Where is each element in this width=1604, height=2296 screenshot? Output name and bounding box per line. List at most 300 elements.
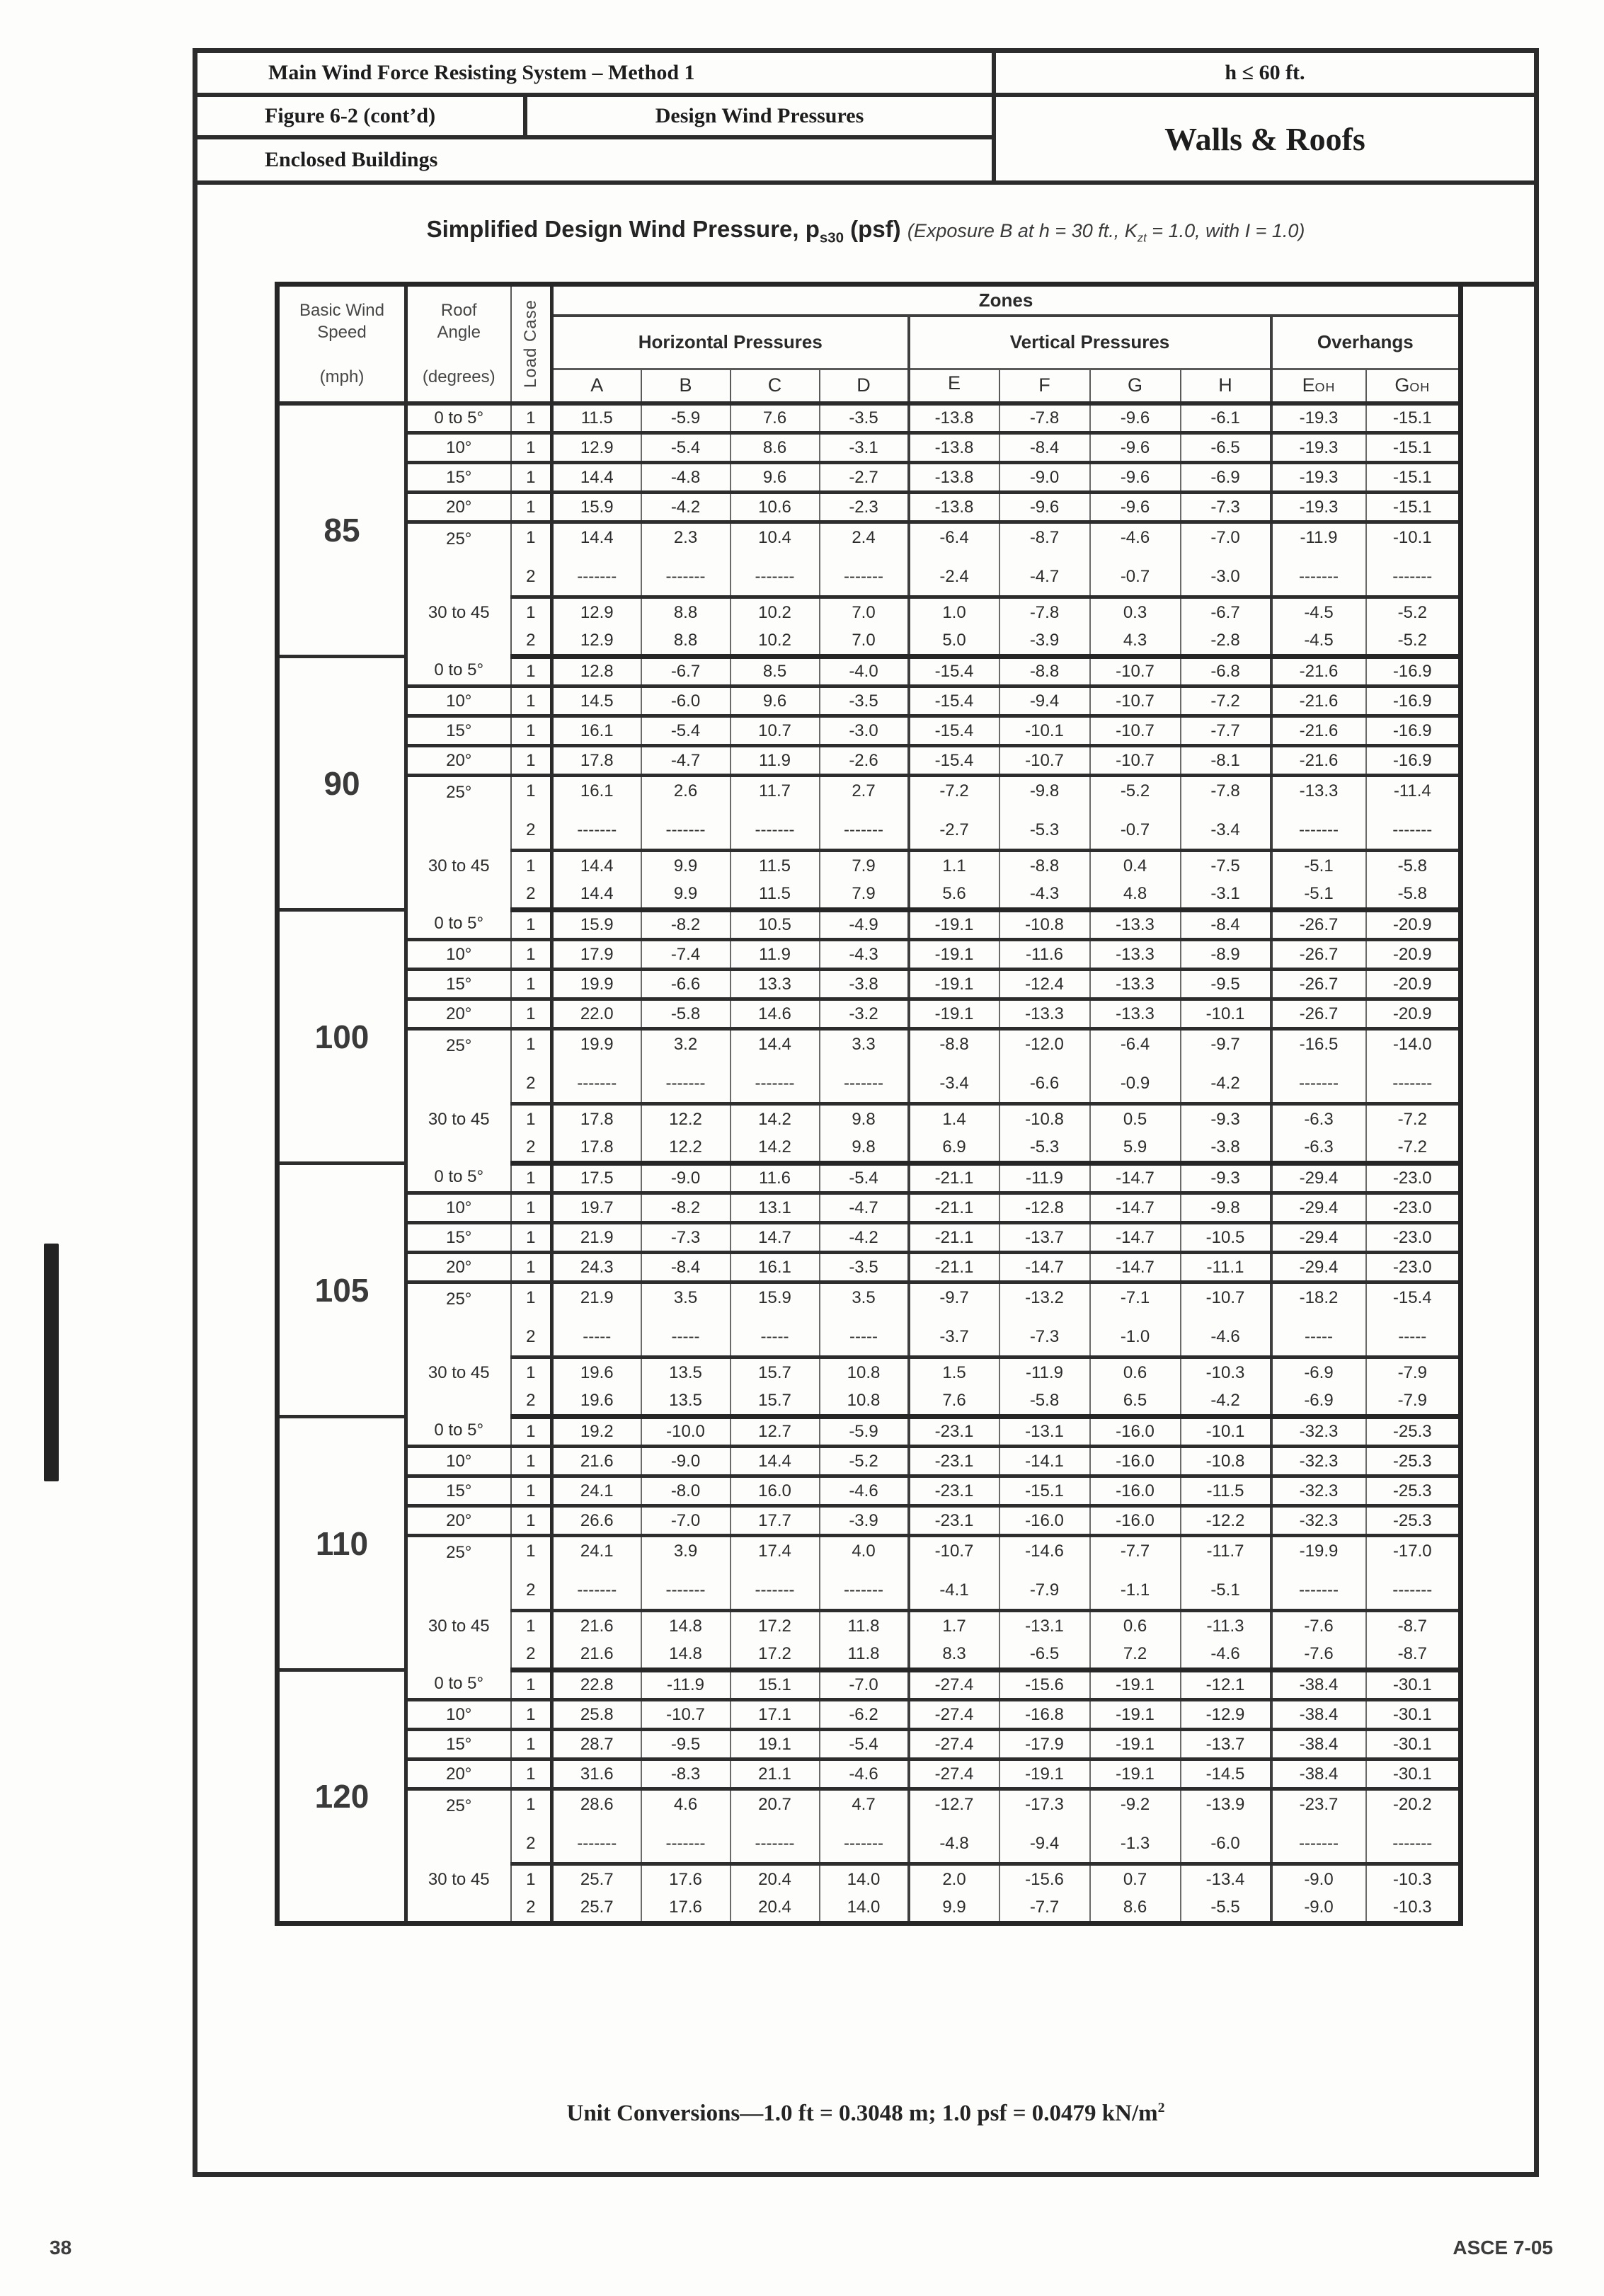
load-case-cell: 1 <box>511 746 552 776</box>
pressure-value-cell: -12.1 <box>1181 1670 1271 1700</box>
load-case-cell: 2 <box>511 1894 552 1924</box>
pressure-value-cell: -15.4 <box>1366 1282 1461 1312</box>
pressure-value-cell: -7.2 <box>1366 1134 1461 1164</box>
load-case-cell: 1 <box>511 776 552 805</box>
table-row <box>277 716 1461 746</box>
pressure-value-cell: -8.3 <box>641 1760 731 1789</box>
pressure-value-cell: -29.4 <box>1271 1164 1366 1193</box>
pressure-value-cell: 2.6 <box>641 776 731 805</box>
pressure-value-cell: 15.9 <box>731 1282 820 1312</box>
pressure-value-cell: -7.8 <box>999 597 1090 627</box>
column-header-g: G <box>1090 369 1181 403</box>
pressure-value-cell: 10.8 <box>820 1387 909 1417</box>
pressure-value-cell: -9.5 <box>1181 970 1271 999</box>
wind-speed-cell: 105 <box>277 1164 406 1417</box>
pressure-value-cell: -11.9 <box>999 1357 1090 1387</box>
pressure-value-cell: 19.6 <box>552 1357 641 1387</box>
load-case-cell: 2 <box>511 880 552 910</box>
pressure-value-cell: 8.6 <box>1090 1894 1181 1924</box>
pressure-value-cell: -11.9 <box>641 1670 731 1700</box>
pressure-value-cell: -8.2 <box>641 1193 731 1223</box>
table-row <box>277 522 1461 552</box>
figure-6-2-box <box>193 48 1539 2177</box>
pressure-value-cell: -15.1 <box>999 1476 1090 1506</box>
pressure-value-cell: -6.0 <box>1181 1819 1271 1864</box>
pressure-value-cell: -23.0 <box>1366 1193 1461 1223</box>
pressure-value-cell: -6.8 <box>1181 657 1271 687</box>
zones-header: Zones <box>552 285 1461 316</box>
pressure-value-cell: -4.6 <box>820 1476 909 1506</box>
pressure-value-cell: -19.3 <box>1271 493 1366 522</box>
pressure-value-cell: -9.0 <box>1271 1894 1366 1924</box>
pressure-value-cell: -25.3 <box>1366 1506 1461 1536</box>
pressure-value-cell: -3.8 <box>1181 1134 1271 1164</box>
header-row-zones <box>277 285 1461 316</box>
pressure-value-cell: -5.4 <box>641 433 731 463</box>
pressure-value-cell: -38.4 <box>1271 1670 1366 1700</box>
load-case-cell: 2 <box>511 1134 552 1164</box>
pressure-value-cell: -19.3 <box>1271 403 1366 433</box>
load-case-cell: 1 <box>511 970 552 999</box>
pressure-value-cell: -11.1 <box>1181 1253 1271 1282</box>
pressure-value-cell: ----- <box>641 1312 731 1357</box>
pressure-value-cell: -11.6 <box>999 940 1090 970</box>
pressure-value-cell: 12.9 <box>552 433 641 463</box>
pressure-value-cell: 2.3 <box>641 522 731 552</box>
pressure-value-cell: 9.8 <box>820 1104 909 1134</box>
pressure-value-cell: 10.7 <box>731 716 820 746</box>
pressure-value-cell: 8.5 <box>731 657 820 687</box>
table-row <box>277 463 1461 493</box>
pressure-value-cell: -10.7 <box>1090 657 1181 687</box>
pressure-value-cell: 7.6 <box>909 1387 999 1417</box>
overhangs-header: Overhangs <box>1271 316 1461 369</box>
pressure-value-cell: -5.3 <box>999 1134 1090 1164</box>
pressure-value-cell: ------- <box>1366 805 1461 851</box>
unit-conversions-exponent: 2 <box>1157 2100 1165 2116</box>
pressure-value-cell: -13.7 <box>999 1223 1090 1253</box>
load-case-cell: 2 <box>511 1641 552 1670</box>
pressure-value-cell: ------- <box>820 1819 909 1864</box>
table-row <box>277 851 1461 880</box>
pressure-value-cell: -38.4 <box>1271 1700 1366 1730</box>
pressure-value-cell: 14.2 <box>731 1104 820 1134</box>
wind-speed-cell: 100 <box>277 910 406 1164</box>
pressure-value-cell: -10.7 <box>1090 687 1181 716</box>
pressure-value-cell: -20.9 <box>1366 999 1461 1029</box>
pressure-value-cell: -26.7 <box>1271 999 1366 1029</box>
pressure-value-cell: ------- <box>820 552 909 597</box>
pressure-value-cell: 8.8 <box>641 627 731 657</box>
pressure-value-cell: -19.3 <box>1271 433 1366 463</box>
pressure-value-cell: -9.8 <box>999 776 1090 805</box>
column-header-f: F <box>999 369 1090 403</box>
pressure-value-cell: ------- <box>1271 552 1366 597</box>
pressure-value-cell: 0.6 <box>1090 1611 1181 1641</box>
wind-speed-cell: 85 <box>277 403 406 657</box>
pressure-value-cell: -7.8 <box>999 403 1090 433</box>
pressure-value-cell: -6.5 <box>999 1641 1090 1670</box>
pressure-value-cell: -16.0 <box>1090 1417 1181 1447</box>
pressure-value-cell: -3.4 <box>909 1059 999 1104</box>
roof-angle-cell: 15° <box>406 463 511 493</box>
pressure-value-cell: 16.0 <box>731 1476 820 1506</box>
pressure-value-cell: -16.5 <box>1271 1029 1366 1059</box>
roof-angle-cell: 0 to 5° <box>406 1417 511 1447</box>
angle-header-line2: Angle <box>437 322 481 342</box>
pressure-value-cell: -13.8 <box>909 433 999 463</box>
table-row <box>277 1253 1461 1282</box>
pressure-value-cell: -21.1 <box>909 1223 999 1253</box>
pressure-value-cell: 12.9 <box>552 627 641 657</box>
pressure-value-cell: -2.6 <box>820 746 909 776</box>
pressure-value-cell: -23.0 <box>1366 1253 1461 1282</box>
pressure-value-cell: -9.3 <box>1181 1104 1271 1134</box>
pressure-value-cell: -12.4 <box>999 970 1090 999</box>
pressure-value-cell: 19.2 <box>552 1417 641 1447</box>
pressure-value-cell: -10.8 <box>999 1104 1090 1134</box>
pressure-value-cell: -13.9 <box>1181 1789 1271 1819</box>
load-case-cell: 1 <box>511 1164 552 1193</box>
pressure-value-cell: 15.7 <box>731 1387 820 1417</box>
pressure-value-cell: -20.9 <box>1366 970 1461 999</box>
pressure-value-cell: ------- <box>552 805 641 851</box>
pressure-value-cell: 21.6 <box>552 1611 641 1641</box>
pressure-value-cell: 6.9 <box>909 1134 999 1164</box>
roof-angle-cell: 20° <box>406 1506 511 1536</box>
table-row <box>277 999 1461 1029</box>
pressure-value-cell: -10.1 <box>1181 999 1271 1029</box>
pressure-value-cell: -6.6 <box>641 970 731 999</box>
pressure-value-cell: -7.8 <box>1181 776 1271 805</box>
column-header-e: E <box>909 369 999 403</box>
pressure-value-cell: ------- <box>641 1059 731 1104</box>
pressure-value-cell: -19.1 <box>1090 1730 1181 1760</box>
pressure-value-cell: -9.8 <box>1181 1193 1271 1223</box>
table-row <box>277 1447 1461 1476</box>
pressure-value-cell: 28.7 <box>552 1730 641 1760</box>
pressure-value-cell: ------- <box>731 552 820 597</box>
pressure-value-cell: -16.0 <box>1090 1506 1181 1536</box>
pressure-value-cell: -5.4 <box>820 1730 909 1760</box>
pressure-value-cell: 14.7 <box>731 1223 820 1253</box>
pressure-value-cell: -4.2 <box>820 1223 909 1253</box>
pressure-value-cell: -16.9 <box>1366 746 1461 776</box>
column-header-a: A <box>552 369 641 403</box>
pressure-value-cell: -8.8 <box>999 851 1090 880</box>
load-case-cell: 2 <box>511 805 552 851</box>
pressure-value-cell: -27.4 <box>909 1730 999 1760</box>
roof-angle-cell: 15° <box>406 1730 511 1760</box>
pressure-value-cell: -9.0 <box>999 463 1090 493</box>
pressure-value-cell: 0.4 <box>1090 851 1181 880</box>
speed-header-unit: (mph) <box>319 367 365 386</box>
pressure-value-cell: -7.3 <box>641 1223 731 1253</box>
pressure-value-cell: 15.1 <box>731 1670 820 1700</box>
pressure-value-cell: -5.1 <box>1181 1566 1271 1611</box>
pressure-value-cell: 3.2 <box>641 1029 731 1059</box>
pressure-value-cell: 10.5 <box>731 910 820 940</box>
table-row <box>277 1476 1461 1506</box>
pressure-value-cell: 6.5 <box>1090 1387 1181 1417</box>
pressure-value-cell: -10.7 <box>999 746 1090 776</box>
pressure-value-cell: -30.1 <box>1366 1700 1461 1730</box>
pressure-value-cell: -13.3 <box>1090 910 1181 940</box>
pressure-value-cell: -23.0 <box>1366 1164 1461 1193</box>
load-case-cell: 2 <box>511 1566 552 1611</box>
pressure-value-cell: -8.4 <box>999 433 1090 463</box>
pressure-value-cell: 4.8 <box>1090 880 1181 910</box>
load-case-cell: 2 <box>511 552 552 597</box>
table-row <box>277 687 1461 716</box>
table-row <box>277 1417 1461 1447</box>
system-method-label: Main Wind Force Resisting System – Method 1 <box>197 53 996 97</box>
pressure-value-cell: -3.5 <box>820 403 909 433</box>
pressure-value-cell: -13.4 <box>1181 1864 1271 1894</box>
column-header-d: D <box>820 369 909 403</box>
pressure-value-cell: -13.3 <box>1090 999 1181 1029</box>
pressure-value-cell: -6.3 <box>1271 1104 1366 1134</box>
roof-angle-cell: 20° <box>406 746 511 776</box>
pressure-value-cell: -10.1 <box>999 716 1090 746</box>
load-case-cell: 1 <box>511 522 552 552</box>
pressure-value-cell: -5.2 <box>820 1447 909 1476</box>
table-row <box>277 1760 1461 1789</box>
pressure-value-cell: 7.0 <box>820 627 909 657</box>
pressure-value-cell: -5.8 <box>1366 851 1461 880</box>
pressure-value-cell: -14.7 <box>1090 1193 1181 1223</box>
load-case-cell: 2 <box>511 1059 552 1104</box>
pressure-value-cell: -16.0 <box>1090 1476 1181 1506</box>
pressure-value-cell: ------- <box>641 552 731 597</box>
pressure-value-cell: 1.4 <box>909 1104 999 1134</box>
pressure-value-cell: ------- <box>552 1059 641 1104</box>
pressure-value-cell: ----- <box>552 1312 641 1357</box>
pressure-value-cell: 25.8 <box>552 1700 641 1730</box>
pressure-value-cell: -5.2 <box>1366 627 1461 657</box>
roof-angle-cell: 30 to 45 <box>406 1864 511 1924</box>
pressure-value-cell: 11.5 <box>731 851 820 880</box>
roof-angle-cell: 15° <box>406 1223 511 1253</box>
pressure-value-cell: -9.6 <box>1090 433 1181 463</box>
pressure-value-cell: -3.5 <box>820 687 909 716</box>
pressure-value-cell: -19.1 <box>909 940 999 970</box>
pressure-value-cell: -12.9 <box>1181 1700 1271 1730</box>
pressure-value-cell: -10.3 <box>1181 1357 1271 1387</box>
pressure-value-cell: 19.6 <box>552 1387 641 1417</box>
load-case-cell: 1 <box>511 1193 552 1223</box>
pressure-value-cell: -9.0 <box>641 1164 731 1193</box>
pressure-value-cell: -12.0 <box>999 1029 1090 1059</box>
pressure-value-cell: -3.0 <box>820 716 909 746</box>
pressure-value-cell: -9.6 <box>1090 403 1181 433</box>
pressure-value-cell: 25.7 <box>552 1864 641 1894</box>
pressure-value-cell: 8.6 <box>731 433 820 463</box>
table-top-extension-line <box>1458 282 1534 287</box>
pressure-value-cell: -19.1 <box>909 970 999 999</box>
table-row <box>277 657 1461 687</box>
pressure-value-cell: ------- <box>1271 1059 1366 1104</box>
pressure-value-cell: 28.6 <box>552 1789 641 1819</box>
load-case-cell: 1 <box>511 910 552 940</box>
load-case-cell: 2 <box>511 1819 552 1864</box>
standard-label: ASCE 7-05 <box>1453 2237 1553 2258</box>
pressure-value-cell: -6.6 <box>999 1059 1090 1104</box>
pressure-value-cell: -20.9 <box>1366 910 1461 940</box>
pressure-value-cell: -7.0 <box>1181 522 1271 552</box>
pressure-value-cell: -16.8 <box>999 1700 1090 1730</box>
pressure-value-cell: 1.5 <box>909 1357 999 1387</box>
pressure-value-cell: ------- <box>731 1566 820 1611</box>
pressure-value-cell: ------- <box>820 1059 909 1104</box>
pressure-value-cell: -14.7 <box>1090 1223 1181 1253</box>
pressure-value-cell: 4.3 <box>1090 627 1181 657</box>
load-case-cell: 1 <box>511 1700 552 1730</box>
pressure-value-cell: -23.0 <box>1366 1223 1461 1253</box>
pressure-value-cell: -8.1 <box>1181 746 1271 776</box>
pressure-value-cell: 11.7 <box>731 776 820 805</box>
load-case-cell: 1 <box>511 1104 552 1134</box>
pressure-value-cell: -13.3 <box>1271 776 1366 805</box>
pressure-value-cell: 8.3 <box>909 1641 999 1670</box>
table-row <box>277 1864 1461 1894</box>
pressure-value-cell: 24.1 <box>552 1476 641 1506</box>
pressure-value-cell: 19.9 <box>552 1029 641 1059</box>
pressure-value-cell: -21.6 <box>1271 746 1366 776</box>
horizontal-pressures-header: Horizontal Pressures <box>552 316 909 369</box>
load-case-cell: 1 <box>511 999 552 1029</box>
pressure-value-cell: -14.1 <box>999 1447 1090 1476</box>
pressure-value-cell: -1.0 <box>1090 1312 1181 1357</box>
pressure-value-cell: -21.6 <box>1271 716 1366 746</box>
pressure-value-cell: -23.1 <box>909 1506 999 1536</box>
pressure-value-cell: -9.4 <box>999 687 1090 716</box>
pressure-value-cell: -6.0 <box>641 687 731 716</box>
roof-angle-cell: 20° <box>406 1760 511 1789</box>
load-case-cell: 1 <box>511 1536 552 1566</box>
pressure-value-cell: ------- <box>1271 1819 1366 1864</box>
load-case-cell: 1 <box>511 1447 552 1476</box>
pressure-value-cell: -6.2 <box>820 1700 909 1730</box>
pressure-value-cell: 11.5 <box>731 880 820 910</box>
pressure-value-cell: -13.2 <box>999 1282 1090 1312</box>
page-number: 38 <box>50 2237 72 2258</box>
table-row <box>277 1282 1461 1312</box>
pressure-value-cell: 3.5 <box>641 1282 731 1312</box>
pressure-value-cell: -6.9 <box>1271 1357 1366 1387</box>
pressure-value-cell: -30.1 <box>1366 1730 1461 1760</box>
pressure-value-cell: 13.1 <box>731 1193 820 1223</box>
pressure-value-cell: -4.2 <box>1181 1387 1271 1417</box>
pressure-value-cell: -19.1 <box>1090 1670 1181 1700</box>
load-case-cell: 1 <box>511 687 552 716</box>
pressure-value-cell: 25.7 <box>552 1894 641 1924</box>
load-case-cell: 2 <box>511 1387 552 1417</box>
pressure-value-cell: 8.8 <box>641 597 731 627</box>
pressure-value-cell: -7.1 <box>1090 1282 1181 1312</box>
pressure-value-cell: 5.9 <box>1090 1134 1181 1164</box>
pressure-value-cell: -32.3 <box>1271 1476 1366 1506</box>
table-row <box>277 597 1461 627</box>
roof-angle-cell: 30 to 45 <box>406 597 511 657</box>
enclosed-buildings-label: Enclosed Buildings <box>197 139 996 185</box>
pressure-value-cell: -15.4 <box>909 746 999 776</box>
pressure-value-cell: -20.9 <box>1366 940 1461 970</box>
wind-speed-cell: 90 <box>277 657 406 910</box>
pressure-value-cell: -17.3 <box>999 1789 1090 1819</box>
pressure-value-cell: 3.3 <box>820 1029 909 1059</box>
pressure-value-cell: 0.6 <box>1090 1357 1181 1387</box>
pressure-value-cell: -8.8 <box>909 1029 999 1059</box>
pressure-value-cell: -21.6 <box>1271 657 1366 687</box>
table-row <box>277 746 1461 776</box>
roof-angle-cell: 15° <box>406 716 511 746</box>
pressure-value-cell: -21.1 <box>909 1164 999 1193</box>
pressure-value-cell: -4.7 <box>641 746 731 776</box>
pressure-value-cell: 14.4 <box>731 1029 820 1059</box>
roof-angle-cell: 25° <box>406 776 511 851</box>
pressure-value-cell: -26.7 <box>1271 910 1366 940</box>
pressure-value-cell: -23.7 <box>1271 1789 1366 1819</box>
pressure-value-cell: ----- <box>1366 1312 1461 1357</box>
pressure-value-cell: -19.1 <box>999 1760 1090 1789</box>
pressure-value-cell: -6.5 <box>1181 433 1271 463</box>
pressure-value-cell: -7.2 <box>1181 687 1271 716</box>
pressure-value-cell: 16.1 <box>552 716 641 746</box>
pressure-value-cell: -6.3 <box>1271 1134 1366 1164</box>
pressure-value-cell: -17.9 <box>999 1730 1090 1760</box>
pressure-value-cell: ------- <box>552 1566 641 1611</box>
pressure-value-cell: -7.7 <box>999 1894 1090 1924</box>
pressure-value-cell: -13.8 <box>909 493 999 522</box>
pressure-value-cell: -7.0 <box>641 1506 731 1536</box>
load-case-cell: 1 <box>511 1476 552 1506</box>
pressure-value-cell: -10.0 <box>641 1417 731 1447</box>
pressure-value-cell: 11.8 <box>820 1611 909 1641</box>
pressure-value-cell: 10.6 <box>731 493 820 522</box>
pressure-value-cell: 24.1 <box>552 1536 641 1566</box>
roof-angle-cell: 0 to 5° <box>406 657 511 687</box>
pressure-value-cell: -38.4 <box>1271 1730 1366 1760</box>
pressure-value-cell: -7.9 <box>1366 1357 1461 1387</box>
pressure-value-cell: -10.8 <box>1181 1447 1271 1476</box>
roof-angle-cell: 30 to 45 <box>406 851 511 910</box>
pressure-value-cell: ------- <box>731 805 820 851</box>
pressure-value-cell: -14.0 <box>1366 1029 1461 1059</box>
table-row <box>277 1164 1461 1193</box>
table-row <box>277 1104 1461 1134</box>
pressure-value-cell: 9.9 <box>641 880 731 910</box>
pressure-value-cell: -9.4 <box>999 1819 1090 1864</box>
pressure-value-cell: -26.7 <box>1271 970 1366 999</box>
pressure-value-cell: 17.5 <box>552 1164 641 1193</box>
pressure-value-cell: 21.6 <box>552 1447 641 1476</box>
load-case-cell: 1 <box>511 1223 552 1253</box>
pressure-value-cell: -3.2 <box>820 999 909 1029</box>
pressure-value-cell: 7.0 <box>820 597 909 627</box>
pressure-value-cell: -1.3 <box>1090 1819 1181 1864</box>
pressure-value-cell: 15.7 <box>731 1357 820 1387</box>
pressure-value-cell: -6.9 <box>1271 1387 1366 1417</box>
load-case-cell: 1 <box>511 940 552 970</box>
pressure-value-cell: -4.0 <box>820 657 909 687</box>
pressure-value-cell: -6.1 <box>1181 403 1271 433</box>
pressure-value-cell: -4.6 <box>1181 1312 1271 1357</box>
pressure-value-cell: -3.0 <box>1181 552 1271 597</box>
pressure-value-cell: -7.9 <box>999 1566 1090 1611</box>
pressure-value-cell: -15.6 <box>999 1670 1090 1700</box>
pressure-value-cell: ----- <box>1271 1312 1366 1357</box>
